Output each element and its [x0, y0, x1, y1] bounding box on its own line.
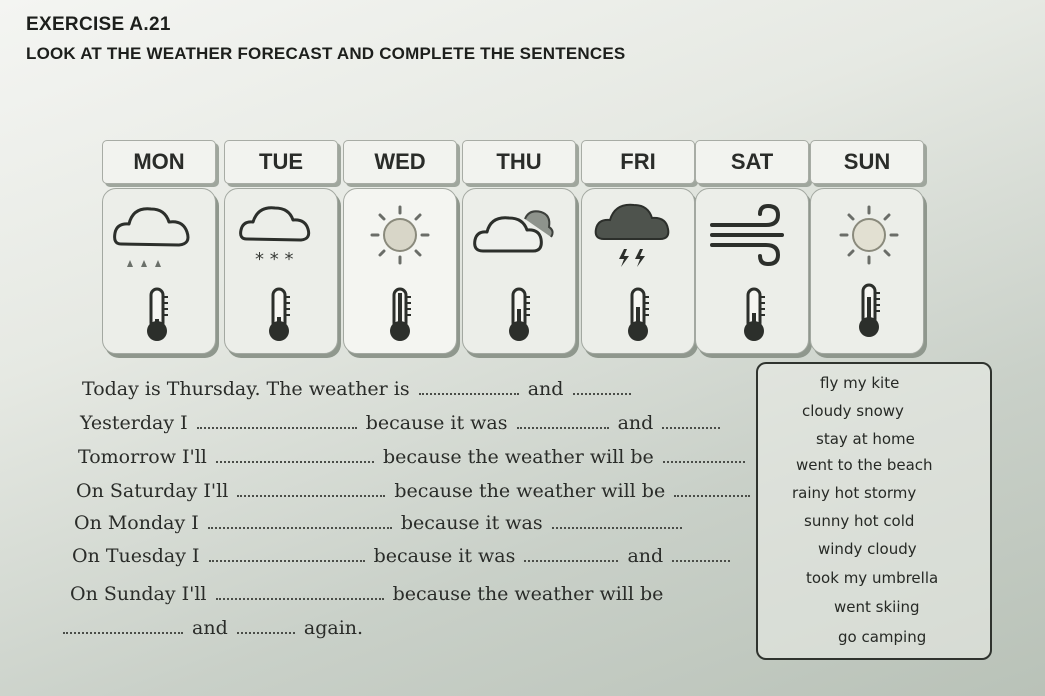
sentence-text: On Monday I [74, 512, 199, 534]
sentence-3 [78, 446, 748, 468]
word-bank-item: went to the beach [796, 456, 933, 474]
rain-cloud-icon [103, 189, 215, 353]
answer-blank[interactable] [216, 584, 384, 600]
sentence-text: again. [303, 617, 364, 639]
answer-blank[interactable] [237, 481, 385, 497]
exercise-title: EXERCISE A.21 [26, 14, 171, 35]
svg-text:* * *: * * * [255, 249, 294, 270]
sentence-text: because it was [373, 545, 516, 567]
day-label: THU [496, 149, 542, 174]
thermometer-icon [628, 289, 649, 341]
word-bank-item: go camping [838, 628, 927, 646]
word-bank-item: windy cloudy [818, 540, 917, 558]
answer-blank[interactable] [663, 447, 745, 463]
sentence-5 [74, 512, 685, 534]
day-header-tue [224, 140, 338, 184]
sentence-text: because the weather will be [382, 446, 654, 468]
answer-blank[interactable] [419, 379, 519, 395]
sentence-text: because it was [365, 412, 508, 434]
forecast-panel-fri [581, 188, 695, 354]
sentence-text: On Sunday I'll [70, 583, 207, 605]
answer-blank[interactable] [674, 481, 750, 497]
word-bank [756, 362, 992, 660]
word-bank-item: went skiing [834, 598, 920, 616]
storm-icon [582, 189, 694, 353]
answer-blank[interactable] [209, 546, 365, 562]
sentence-text: because it was [400, 512, 543, 534]
day-label: TUE [259, 149, 303, 174]
sentence-7 [70, 583, 663, 605]
answer-blank[interactable] [63, 618, 183, 634]
sentence-2 [80, 412, 723, 434]
answer-blank[interactable] [662, 413, 720, 429]
day-header-mon [102, 140, 216, 184]
answer-blank[interactable] [237, 618, 295, 634]
sentence-text: On Saturday I'll [76, 480, 229, 502]
sun-icon [811, 189, 923, 353]
sentence-text: and [617, 412, 654, 434]
sentence-1 [82, 378, 634, 400]
sentence-text: because the weather will be [392, 583, 664, 605]
day-label: FRI [620, 149, 656, 174]
sentence-4 [76, 480, 753, 502]
sentence-text: On Tuesday I [72, 545, 200, 567]
sun-icon [344, 189, 456, 353]
cloudy-icon [463, 189, 575, 353]
word-bank-item: fly my kite [820, 374, 900, 392]
forecast-panel-mon [102, 188, 216, 354]
forecast-panel-thu [462, 188, 576, 354]
answer-blank[interactable] [524, 546, 618, 562]
day-header-fri [581, 140, 695, 184]
day-label: SUN [843, 149, 891, 174]
thermometer-icon [147, 289, 168, 341]
day-label: WED [374, 149, 426, 174]
sentence-text: Today is Thursday. The weather is [82, 378, 410, 400]
forecast-panel-sun [810, 188, 924, 354]
word-bank-item: cloudy snowy [802, 402, 904, 420]
day-header-wed [343, 140, 457, 184]
thermometer-icon [269, 289, 290, 341]
sentence-text: and [527, 378, 564, 400]
answer-blank[interactable] [517, 413, 609, 429]
answer-blank[interactable] [672, 546, 730, 562]
answer-blank[interactable] [208, 513, 392, 529]
forecast-panel-tue [224, 188, 338, 354]
wind-icon [696, 189, 808, 353]
sentence-text: and [627, 545, 664, 567]
word-bank-item: sunny hot cold [804, 512, 915, 530]
thermometer-icon [509, 289, 530, 341]
exercise-instruction: LOOK AT THE WEATHER FORECAST AND COMPLETE THE SENTENCES [26, 44, 626, 63]
thermometer-icon [390, 289, 411, 341]
sentence-6 [72, 545, 733, 567]
day-header-thu [462, 140, 576, 184]
word-bank-item: stay at home [816, 430, 915, 448]
day-header-sat [695, 140, 809, 184]
sentence-8 [60, 617, 363, 639]
word-bank-item: took my umbrella [806, 569, 939, 587]
sentence-text: Yesterday I [80, 412, 188, 434]
answer-blank[interactable] [552, 513, 682, 529]
thermometer-icon [744, 289, 765, 341]
day-header-sun [810, 140, 924, 184]
thermometer-icon [859, 285, 880, 337]
forecast-panel-sat [695, 188, 809, 354]
answer-blank[interactable] [197, 413, 357, 429]
answer-blank[interactable] [216, 447, 374, 463]
sentence-text: because the weather will be [394, 480, 666, 502]
word-bank-item: rainy hot stormy [792, 484, 917, 502]
answer-blank[interactable] [573, 379, 631, 395]
day-label: SAT [730, 149, 774, 174]
sentence-text: Tomorrow I'll [78, 446, 207, 468]
forecast-panel-wed [343, 188, 457, 354]
day-label: MON [133, 149, 185, 174]
sentence-text: and [192, 617, 228, 639]
snow-cloud-icon [225, 189, 337, 353]
